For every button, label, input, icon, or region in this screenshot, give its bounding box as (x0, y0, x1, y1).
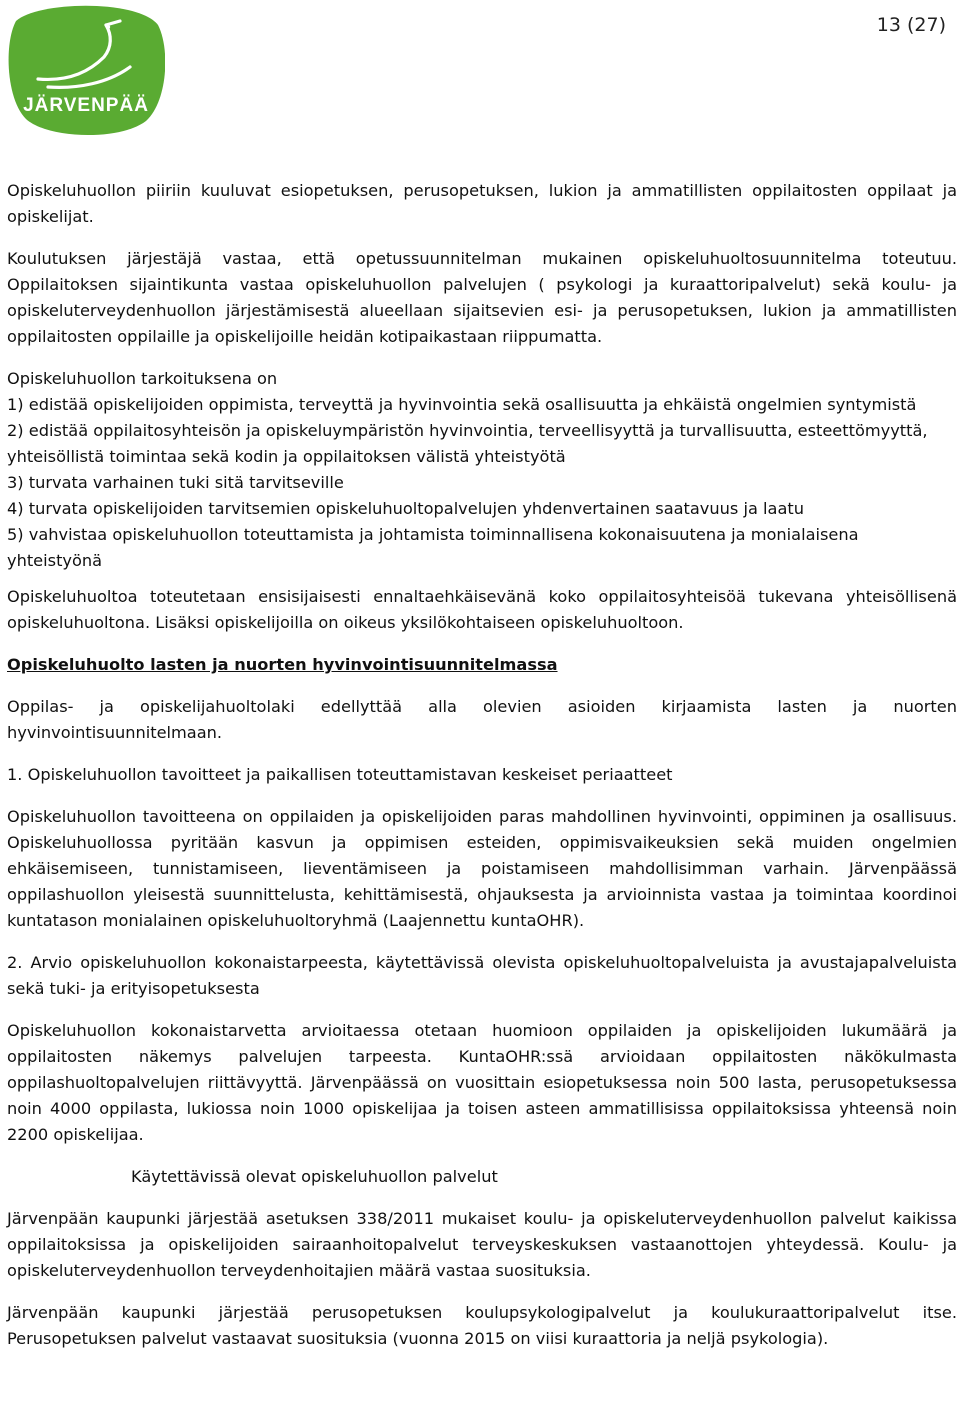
paragraph-psychology-services: Järvenpään kaupunki järjestää perusopetuksen koulupsykologipalvelut ja koulukuraattoripalvelut itse. Perusopetuksen palvelut vastaavat suosituksia (vuonna 2015 on viisi kuraattoria ja neljä psykologia). (7, 1303, 957, 1348)
paragraph-scope: Opiskeluhuollon piiriin kuuluvat esiopetuksen, perusopetuksen, lukion ja ammatillisten oppilaitosten oppilaat ja opiskelijat. (7, 181, 957, 226)
section-1-text: Opiskeluhuollon tavoitteena on oppilaiden ja opiskelijoiden paras mahdollinen hyvinvointi, oppiminen ja osallisuus. Opiskeluhuollossa pyritään kasvun ja oppimisen esteiden, oppimisvaikeuksien sekä muiden ongelmien ehkäisemiseen, tunnistamiseen, lieventämiseen ja poistamiseen mahdollisimman varhain. Järvenpäässä oppilashuollon yleisestä suunnittelusta, kehittämisestä, ohjauksesta ja arvioinnista vastaa ja toimintaa koordinoi kuntatason monialainen opiskeluhuoltoryhmä (Laajennettu kuntaOHR). (7, 807, 957, 930)
purpose-item: 5) vahvistaa opiskeluhuollon toteuttamista ja johtamista toiminnallisena kokonaisuutena ja monialaisena yhteistyönä (7, 525, 859, 570)
purpose-intro: Opiskeluhuollon tarkoituksena on (7, 369, 278, 388)
purpose-item: 4) turvata opiskelijoiden tarvitsemien opiskeluhuoltopalvelujen yhdenvertainen saatavuus ja laatu (7, 499, 804, 518)
jarvenpaa-logo (8, 3, 165, 136)
section-heading: Opiskeluhuolto lasten ja nuorten hyvinvointisuunnitelmassa (7, 655, 558, 674)
purpose-block (7, 366, 957, 574)
document-body (7, 178, 957, 1352)
paragraph-health-services: Järvenpään kaupunki järjestää asetuksen 338/2011 mukaiset koulu- ja opiskeluterveydenhuollon palvelut kaikissa oppilaitoksissa ja opiskelijoiden sairaanhoitopalvelut terveyskeskuksen vastaanottojen yhteydessä. Koulu- ja opiskeluterveydenhuollon terveydenhoitajien määrä vastaa suosituksia. (7, 1209, 957, 1280)
paragraph-law: Oppilas- ja opiskelijahuoltolaki edellyttää alla olevien asioiden kirjaamista lasten ja nuorten hyvinvointisuunnitelmaan. (7, 697, 957, 742)
section-1-title: 1. Opiskeluhuollon tavoitteet ja paikallisen toteuttamistavan keskeiset periaatteet (7, 765, 673, 784)
paragraph-responsibility: Koulutuksen järjestäjä vastaa, että opetussuunnitelman mukainen opiskeluhuoltosuunnitelma toteutuu. Oppilaitoksen sijaintikunta vastaa opiskeluhuollon palvelujen ( psykologi ja kuraattoripalvelut) sekä koulu- ja opiskeluterveydenhuollon järjestämisestä alueellaan sijaitsevien esi- ja perusopetuksen, lukion ja ammatillisten oppilaitosten oppilaille ja opiskelijoille heidän kotipaikastaan riippumatta. (7, 249, 957, 346)
page-number: 13 (27) (876, 14, 946, 36)
purpose-item: 2) edistää oppilaitosyhteisön ja opiskeluympäristön hyvinvointia, terveellisyyttä ja turvallisuutta, esteettömyyttä, yhteisöllistä toimintaa sekä kodin ja oppilaitoksen välistä yhteistyötä (7, 421, 928, 466)
subheading-services: Käytettävissä olevat opiskeluhuollon palvelut (131, 1167, 498, 1186)
logo-text: JÄRVENPÄÄ (23, 95, 149, 116)
paragraph-communal-care: Opiskeluhuoltoa toteutetaan ensisijaisesti ennaltaehkäisevänä koko oppilaitosyhteisöä tukevana yhteisöllisenä opiskeluhuoltona. Lisäksi opiskelijoilla on oikeus yksilökohtaiseen opiskeluhuoltoon. (7, 587, 957, 632)
purpose-item: 1) edistää opiskelijoiden oppimista, terveyttä ja hyvinvointia sekä osallisuutta ja ehkäistä ongelmien syntymistä (7, 395, 917, 414)
purpose-item: 3) turvata varhainen tuki sitä tarvitseville (7, 473, 344, 492)
section-2-title: 2. Arvio opiskeluhuollon kokonaistarpeesta, käytettävissä olevista opiskeluhuoltopalveluista ja avustajapalveluista sekä tuki- ja erityisopetuksesta (7, 953, 957, 998)
section-2-text: Opiskeluhuollon kokonaistarvetta arvioitaessa otetaan huomioon oppilaiden ja opiskelijoiden lukumäärä ja oppilaitosten näkemys palvelujen tarpeesta. KuntaOHR:ssä arvioidaan oppilaitosten näkökulmasta oppilashuoltopalvelujen riittävyyttä. Järvenpäässä on vuosittain esiopetuksessa noin 500 lasta, perusopetuksessa noin 4000 oppilasta, lukiossa noin 1000 opiskelijaa ja toisen asteen ammatillisissa oppilaitoksissa yhteensä noin 2200 opiskelijaa. (7, 1021, 957, 1144)
